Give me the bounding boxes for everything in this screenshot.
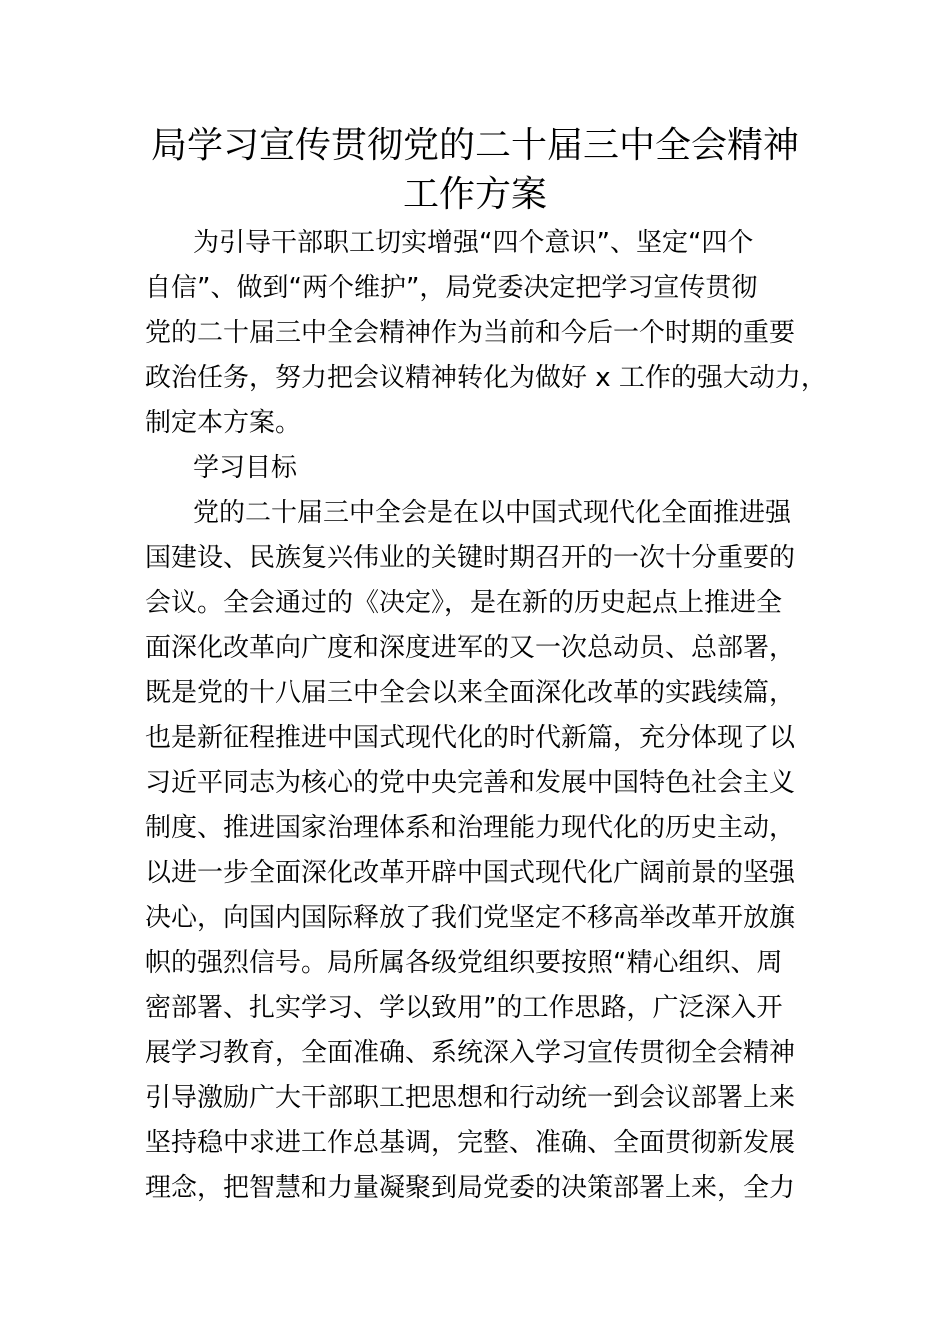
intro-line-4: 政治任务，努力把会议精神转化为做好 x 工作的强大动力，: [145, 363, 827, 393]
body-line-6: 也是新征程推进中国式现代化的时代新篇，充分体现了以: [145, 723, 796, 753]
intro-line-3: 党的二十届三中全会精神作为当前和今后一个时期的重要: [145, 318, 796, 348]
body-line-2: 国建设、民族复兴伟业的关键时期召开的一次十分重要的: [145, 543, 796, 573]
body-line-3: 会议。全会通过的《决定》，是在新的历史起点上推进全: [145, 588, 783, 618]
document-title-line-2: 工作方案: [402, 174, 547, 215]
body-line-7: 习近平同志为核心的党中央完善和发展中国特色社会主义: [145, 768, 796, 798]
intro-line-1: 为引导干部职工切实增强“四个意识”、坚定“四个: [193, 228, 754, 258]
body-line-14: 引导激励广大干部职工把思想和行动统一到会议部署上来: [145, 1083, 796, 1113]
body-line-11: 帜的强烈信号。局所属各级党组织要按照“精心组织、周: [145, 948, 783, 978]
body-line-5: 既是党的十八届三中全会以来全面深化改革的实践续篇，: [145, 678, 796, 708]
body-line-13: 展学习教育，全面准确、系统深入学习宣传贯彻全会精神: [145, 1038, 796, 1068]
intro-line-5: 制定本方案。: [145, 408, 302, 438]
section-heading: 学习目标: [193, 453, 298, 483]
body-line-4: 面深化改革向广度和深度进军的又一次总动员、总部署，: [145, 633, 796, 663]
body-line-16: 理念，把智慧和力量凝聚到局党委的决策部署上来，全力: [145, 1173, 796, 1203]
document-title-line-1: 局学习宣传贯彻党的二十届三中全会精神: [150, 125, 799, 166]
body-line-8: 制度、推进国家治理体系和治理能力现代化的历史主动，: [145, 813, 796, 843]
body-line-9: 以进一步全面深化改革开辟中国式现代化广阔前景的坚强: [145, 858, 796, 888]
body-line-12: 密部署、扎实学习、学以致用”的工作思路，广泛深入开: [145, 993, 783, 1023]
body-line-15: 坚持稳中求进工作总基调，完整、准确、全面贯彻新发展: [145, 1128, 796, 1158]
body-line-10: 决心，向国内国际释放了我们党坚定不移高举改革开放旗: [145, 903, 796, 933]
body-line-1: 党的二十届三中全会是在以中国式现代化全面推进强: [193, 498, 792, 528]
intro-line-2: 自信”、做到“两个维护”，局党委决定把学习宣传贯彻: [145, 273, 758, 303]
